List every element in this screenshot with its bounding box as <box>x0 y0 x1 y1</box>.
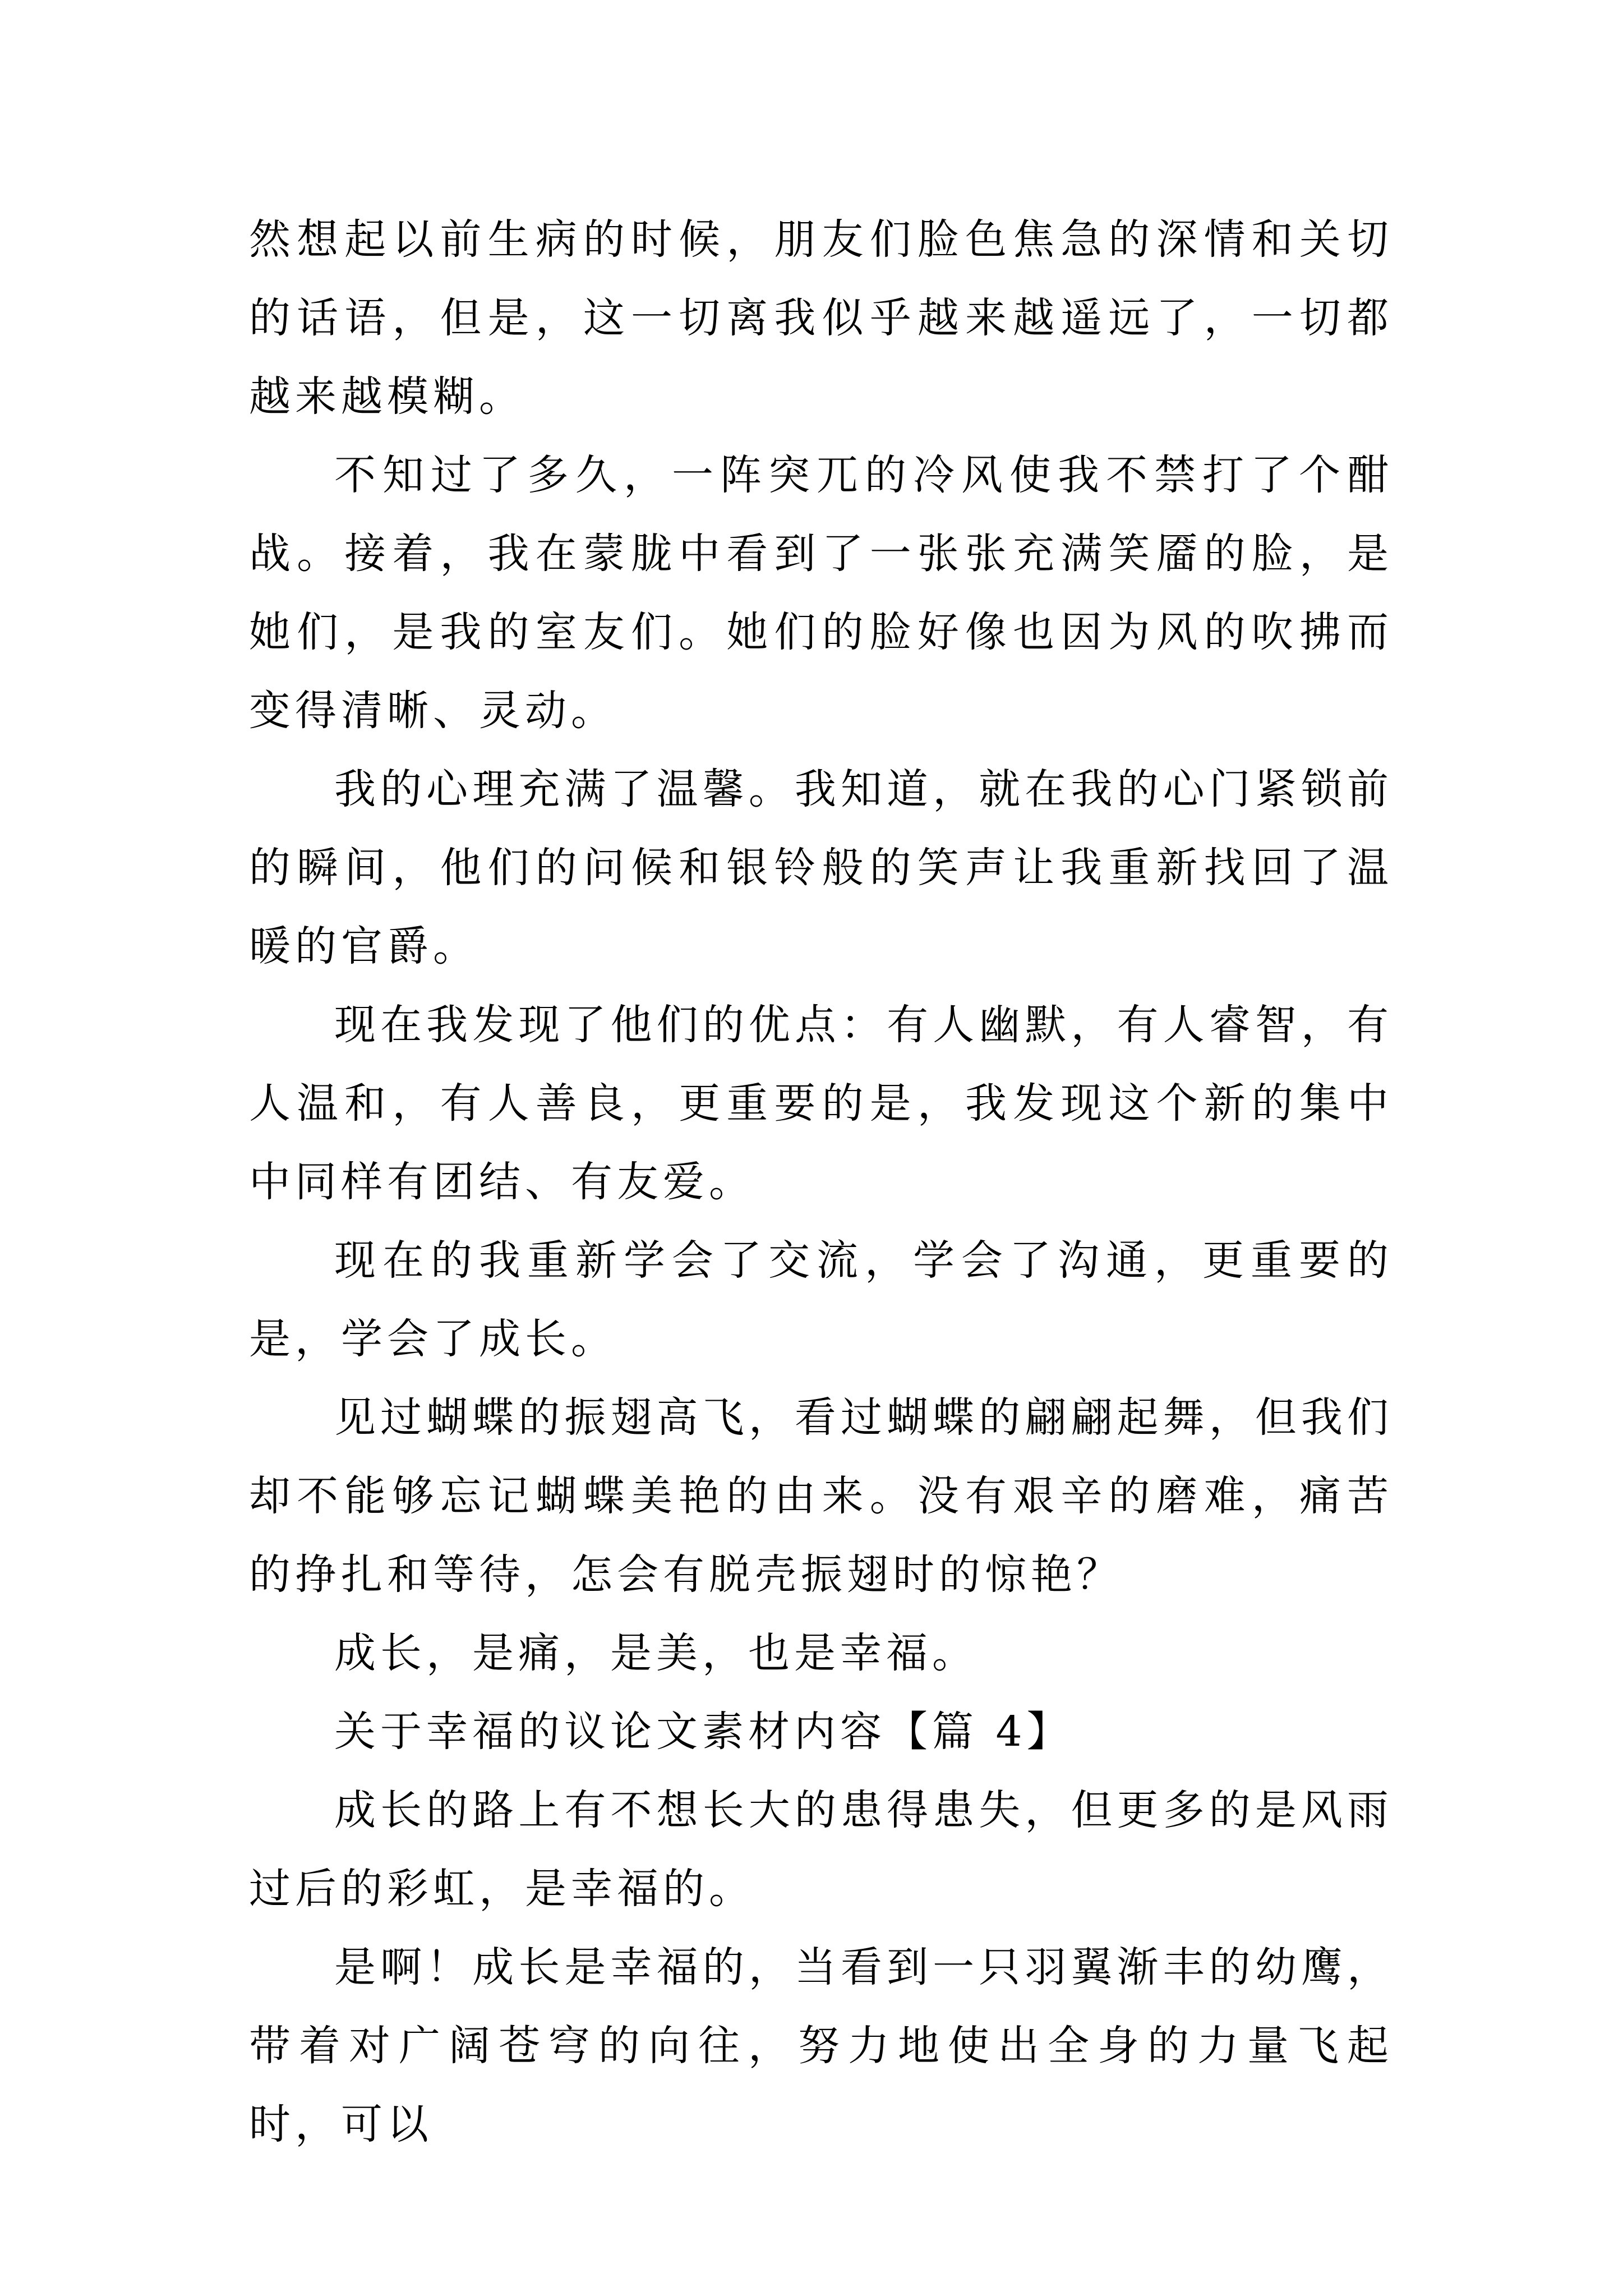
paragraph-continuation: 然想起以前生病的时候，朋友们脸色焦急的深情和关切的话语，但是，这一切离我似乎越来越遥远了，一切都越来越模糊。 <box>249 215 1393 421</box>
paragraph: 现在我发现了他们的优点：有人幽默，有人睿智，有人温和，有人善良，更重要的是，我发现这个新的集中中同样有团结、有友爱。 <box>249 1001 1393 1206</box>
paragraph: 成长的路上有不想长大的患得患失，但更多的是风雨过后的彩虹，是幸福的。 <box>249 1786 1393 1913</box>
document-body <box>249 200 1393 2164</box>
paragraph: 见过蝴蝶的振翅高飞，看过蝴蝶的翩翩起舞，但我们却不能够忘记蝴蝶美艳的由来。没有艰辛的磨难，痛苦的挣扎和等待，怎会有脱壳振翅时的惊艳？ <box>249 1393 1393 1599</box>
paragraph: 是啊！成长是幸福的，当看到一只羽翼渐丰的幼鹰，带着对广阔苍穹的向往，努力地使出全身的力量飞起时，可以 <box>249 1943 1393 2148</box>
paragraph: 成长，是痛，是美，也是幸福。 <box>334 1629 978 1677</box>
paragraph: 现在的我重新学会了交流，学会了沟通，更重要的是，学会了成长。 <box>249 1236 1393 1363</box>
paragraph: 不知过了多久，一阵突兀的冷风使我不禁打了个酣战。接着，我在蒙胧中看到了一张张充满笑靥的脸，是她们，是我的室友们。她们的脸好像也因为风的吹拂而变得清晰、灵动。 <box>249 451 1393 735</box>
paragraph: 我的心理充满了温馨。我知道，就在我的心门紧锁前的瞬间，他们的问候和银铃般的笑声让我重新找回了温暖的官爵。 <box>249 765 1393 970</box>
section-heading: 关于幸福的议论文素材内容【篇 4】 <box>334 1708 1073 1756</box>
